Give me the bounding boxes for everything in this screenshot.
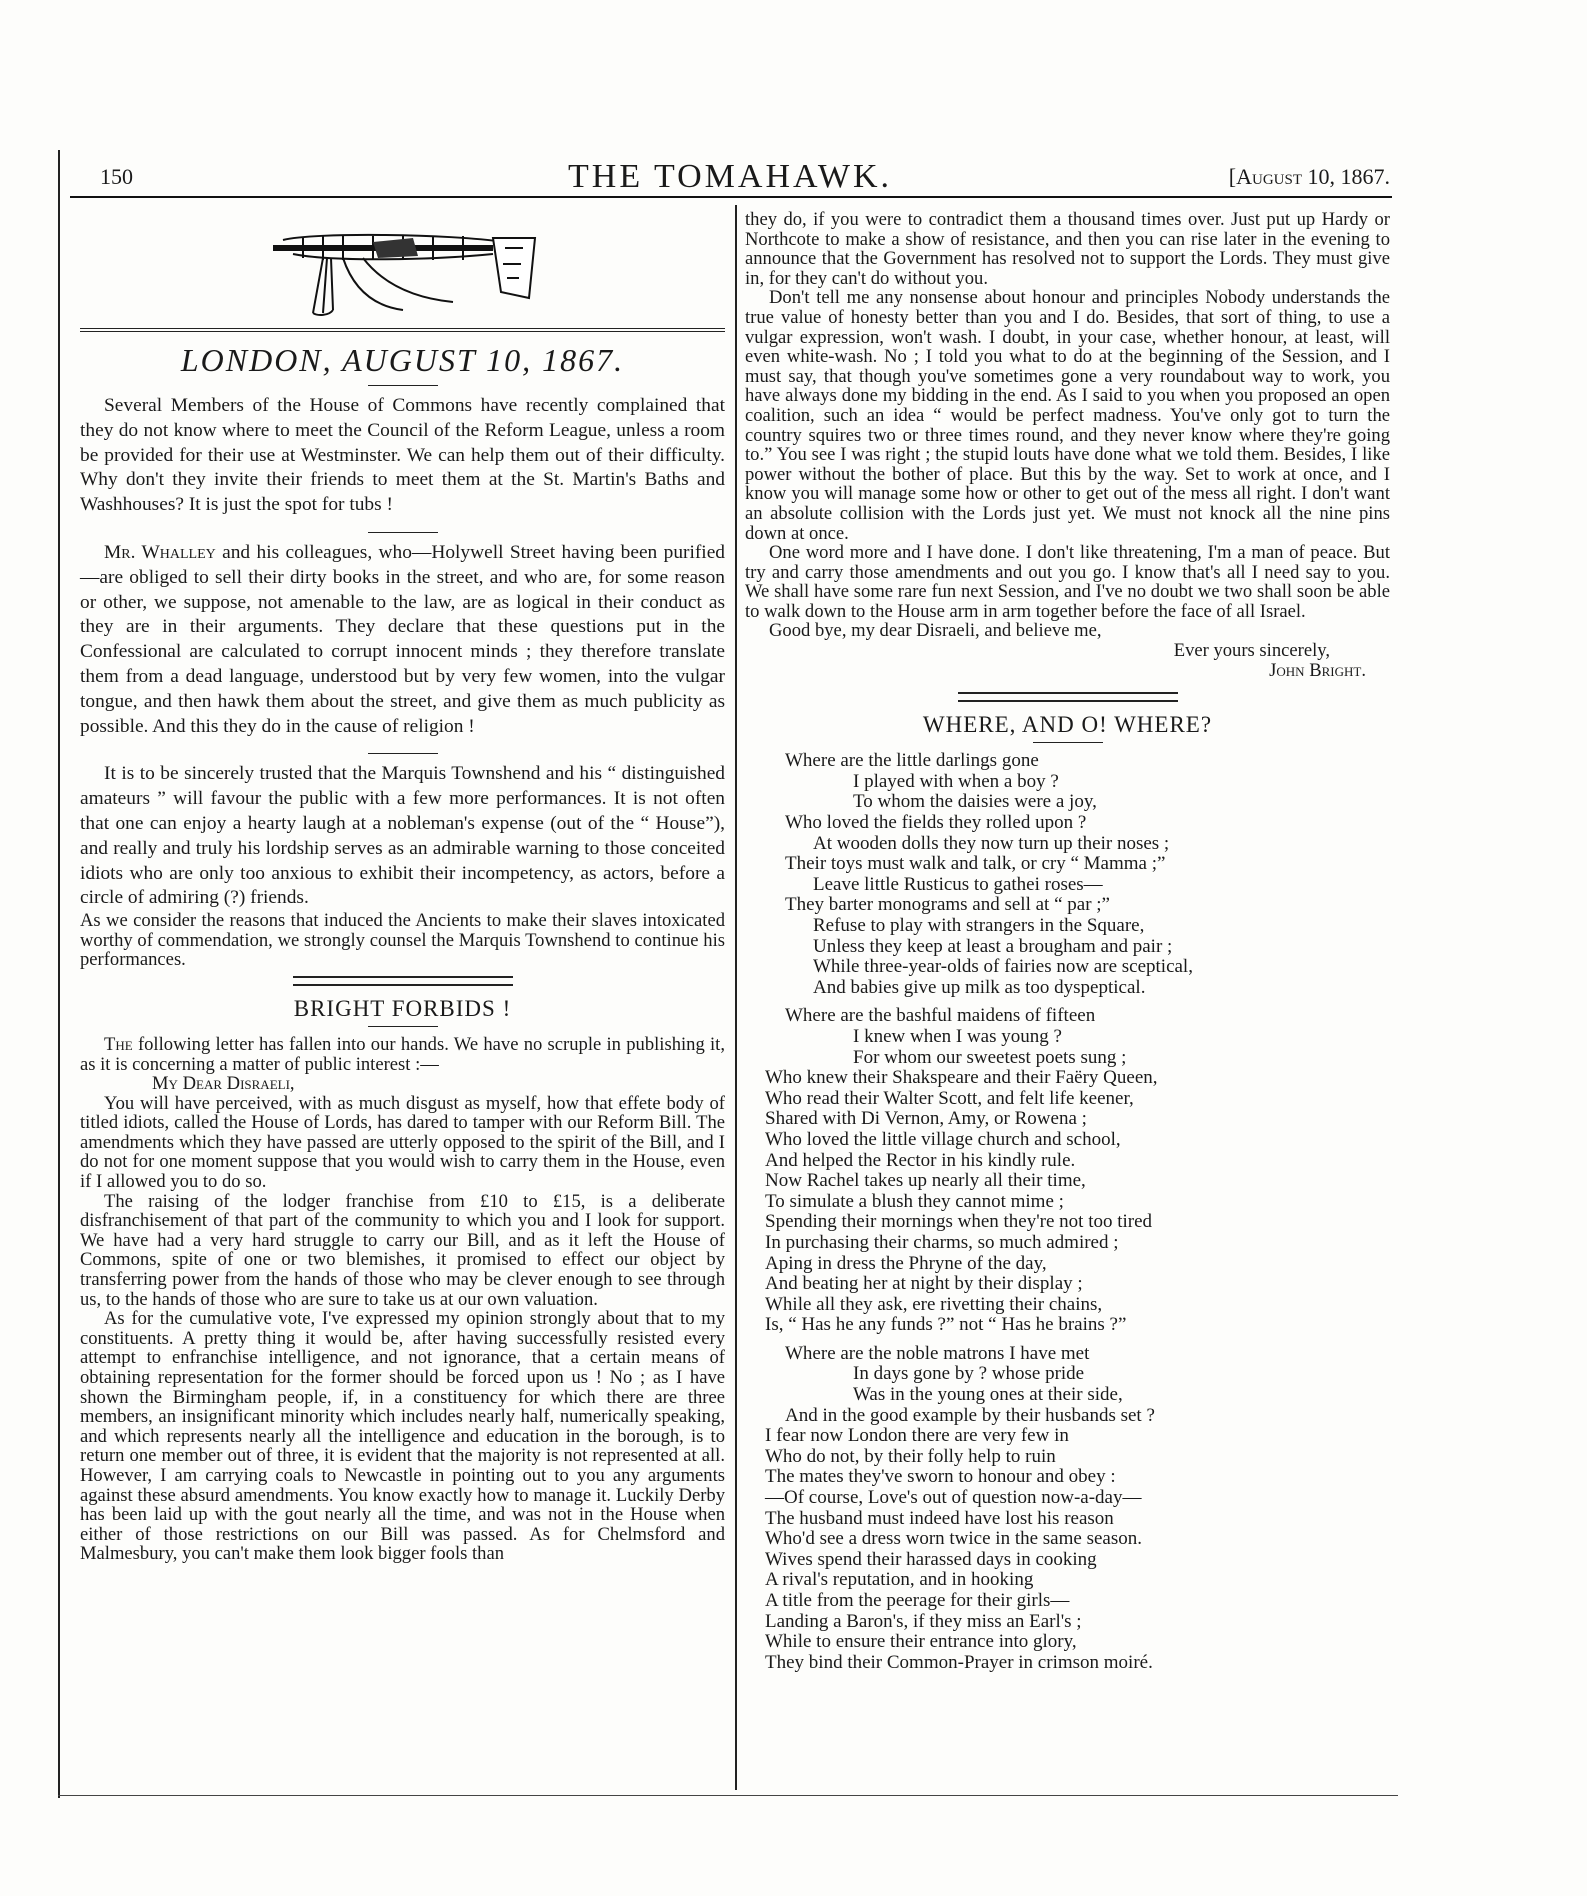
poem-line: Who read their Walter Scott, and felt life keener,	[765, 1087, 1134, 1109]
poem-line: The husband must indeed have lost his reason	[765, 1507, 1114, 1529]
poem-line: A rival's reputation, and in hooking	[765, 1569, 1034, 1591]
poem-line: Who knew their Shakspeare and their Faëry Queen,	[765, 1067, 1158, 1089]
running-header	[70, 156, 1390, 196]
poem-line: Leave little Rusticus to gathei roses—	[813, 873, 1103, 895]
article-paragraph	[80, 541, 725, 739]
poem-stanza	[765, 1005, 1390, 1336]
poem-line: —Of course, Love's out of question now-a-day—	[765, 1487, 1142, 1509]
poem-line: In days gone by ? whose pride	[853, 1363, 1085, 1385]
section-rule	[958, 692, 1178, 702]
letter-closing-line: Good bye, my dear Disraeli, and believe me,	[769, 620, 1102, 642]
poem-line: And helped the Rector in his kindly rule.	[765, 1149, 1076, 1171]
letter-paragraph: You will have perceived, with as much disgust as myself, how that effete body of titled idiots, called the House of Lords, has dared to tamper with our Reform Bill. The amendments which they have passed are utterly opposed to the spirit of the Bill, and I do not for one moment suppose that you would wish to carry them in the House, even if I allowed you to do so.	[80, 1092, 725, 1193]
newspaper-title: THE TOMAHAWK.	[568, 158, 892, 195]
letter-closing: Ever yours sincerely,	[1173, 640, 1330, 662]
poem-line: Aping in dress the Phryne of the day,	[765, 1252, 1047, 1274]
letter-paragraph: The raising of the lodger franchise from £10 to £15, is a deliberate disfranchisement of that part of the community to which you and I look for support. We have had a very hard struggle to carry our Bill, and as it left the House of Commons, spite of one or two blemishes, it promised to effect our object by transferring power from the hands of those who may be clever enough to see through us, to the hands of those who are sure to take us at our own valuation.	[80, 1190, 725, 1310]
poem-line: To simulate a blush they cannot mime ;	[765, 1190, 1064, 1212]
poem-line: Where are the noble matrons I have met	[785, 1342, 1090, 1364]
article-paragraph: It is to be sincerely trusted that the Marquis Townshend and his “ distinguished amateurs ” will favour the public with a few more performances. It is not often that one can enjoy a hearty laugh at a nobleman's expense (out of the “ House”), and really and truly his lordship serves as an admirable warning to those conceited idiots who are only too anxious to exhibit their incompetency, as actors, before a circle of admiring (?) friends.	[80, 763, 725, 909]
page-number: 150	[100, 164, 133, 189]
poem-line: And beating her at night by their display ;	[765, 1273, 1083, 1295]
page-edge-rule	[58, 150, 60, 1798]
left-column	[80, 210, 725, 1564]
dateline: LONDON, AUGUST 10, 1867.	[180, 342, 625, 378]
column-rule	[735, 205, 737, 1790]
poem-line: While to ensure their entrance into glory,	[765, 1631, 1077, 1653]
poem	[765, 750, 1390, 1673]
divider	[368, 385, 438, 386]
divider	[368, 1026, 438, 1027]
letter-paragraph: One word more and I have done. I don't like threatening, I'm a man of peace. But try and carry those amendments and out you go. I know that's all I need say to you. We shall have some rare fun next Session, and I've no doubt we two shall soon be able to walk down to the House arm in arm together before the face of all Israel.	[745, 542, 1390, 622]
poem-line: Unless they keep at least a brougham and pair ;	[813, 935, 1173, 957]
poem-line: At wooden dolls they now turn up their noses ;	[813, 832, 1170, 854]
headline-where-and-o-where: WHERE, AND O! WHERE?	[922, 712, 1213, 738]
lead-in: Mr. Whalley	[104, 541, 216, 563]
section-rule	[293, 976, 513, 986]
poem-line: Their toys must walk and talk, or cry “ Mamma ;”	[785, 853, 1166, 875]
poem-line: Who'd see a dress worn twice in the same season.	[765, 1528, 1142, 1550]
letter-paragraph: As for the cumulative vote, I've expressed my opinion strongly about that to my constituents. A pretty thing it would be, after having successfully resisted every attempt to enfranchise intelligence, and not ignorance, that a certain means of obtaining representation for the former should be forced upon us ! No ; as I have shown the Birmingham people, if, in a constituency for which there are three members, an insignificant minority which includes nearly half, numerically speaking, and which represents nearly all the intelligence and education in the borough, is to return one member out of three, it is evident that the majority is not represented at all. However, I am carrying coals to Newcastle in pointing out to you any arguments against these absurd amendments. You know exactly how to manage it. Luckily Derby has been laid up with the gout nearly all the time, and was not in the House when either of those restrictions on our Bill was passed. As for Chelmsford and Malmesbury, you can't make them look bigger fools than	[80, 1308, 725, 1565]
divider	[1033, 742, 1103, 743]
poem-stanza	[765, 1342, 1390, 1674]
poem-line: Was in the young ones at their side,	[853, 1384, 1123, 1406]
right-column	[745, 210, 1390, 1681]
divider	[368, 753, 438, 754]
headline-bright-forbids: BRIGHT FORBIDS !	[293, 995, 512, 1021]
poem-line: While all they ask, ere rivetting their chains,	[765, 1293, 1103, 1315]
poem-line: The mates they've sworn to honour and obey :	[765, 1466, 1116, 1488]
poem-line: Now Rachel takes up nearly all their time,	[765, 1170, 1086, 1192]
letter-signature: John Bright.	[1269, 659, 1366, 681]
divider	[368, 532, 438, 533]
poem-line: Is, “ Has he any funds ?” not “ Has he brains ?”	[765, 1314, 1127, 1336]
header-rule	[70, 196, 1392, 198]
poem-line: Who loved the little village church and school,	[765, 1128, 1121, 1150]
poem-line: Shared with Di Vernon, Amy, or Rowena ;	[765, 1108, 1087, 1130]
poem-stanza	[785, 751, 1390, 998]
poem-line: Who do not, by their folly help to ruin	[765, 1445, 1056, 1467]
poem-line: A title from the peerage for their girls—	[765, 1590, 1070, 1611]
poem-line: And babies give up milk as too dyspeptical.	[813, 976, 1146, 998]
poem-line: Where are the little darlings gone	[785, 750, 1039, 772]
lead-in: The	[104, 1033, 133, 1055]
poem-line: I fear now London there are very few in	[765, 1425, 1069, 1447]
letter-paragraph: Don't tell me any nonsense about honour and principles Nobody understands the true value of honesty better than you and I do. Besides, that sort of thing, to use a vulgar expression, won't wash. I doubt, in your case, whether honour, at least, will even white-wash. No ; I told you what to do at the beginning of the Session, and I must say, that though you've sometimes gone a very roundabout way to work, you have always done my bidding in the end. As I said to you when you proposed an open coalition, such an idea “ would be perfect madness. You've only got to turn the country squires two or three times round, and they never know where they're going to.” You see I was right ; the stupid louts have done what we told them. Besides, I like power without the bother of place. But this by the way. Set to work at once, and I know you will manage some how or other to get out of the mess all right. I don't want an absolute collision with the Lords just yet. We must not knock all the nine pins down at once.	[745, 287, 1390, 544]
tomahawk-logo-icon	[253, 218, 553, 318]
letter-salutation: My Dear Disraeli,	[152, 1073, 295, 1095]
article-paragraph: As we consider the reasons that induced the Ancients to make their slaves intoxicated worthy of commendation, we strongly counsel the Marquis Townshend to continue his performances.	[80, 910, 725, 971]
poem-line: Spending their mornings when they're not too tired	[765, 1211, 1153, 1233]
poem-line: Wives spend their harassed days in cooking	[765, 1548, 1097, 1570]
issue-date: [August 10, 1867.	[1228, 164, 1390, 189]
masthead-rule	[80, 328, 725, 332]
poem-line: They barter monograms and sell at “ par ;”	[785, 894, 1110, 916]
poem-line: I knew when I was young ?	[853, 1025, 1062, 1047]
article-paragraph: Several Members of the House of Commons have recently complained that they do not know where to meet the Council of the Reform League, unless a room be provided for their use at Westminster. We can help them out of their difficulty. Why don't they invite their friends to meet them at the St. Martin's Baths and Washhouses? It is just the spot for tubs !	[80, 395, 725, 516]
paragraph-text: and his colleagues, who—Holywell Street having been purified—are obliged to sell their dirty books in the street, and who are, for some reason or other, we suppose, not amenable to the law, are as logical in their conduct as they are in their arguments. They declare that these questions put in the Confessional are calculated to corrupt innocent minds ; they therefore translate them from a dead language, understood but by very few women, into the vulgar tongue, and then hawk them about the street, and give them as much publicity as possible. And this they do in the cause of religion !	[80, 541, 725, 737]
poem-line: I played with when a boy ?	[853, 770, 1059, 792]
poem-line: While three-year-olds of fairies now are sceptical,	[813, 956, 1193, 978]
letter-paragraph: they do, if you were to contradict them a thousand times over. Just put up Hardy or Northcote to make a show of resistance, and then you can rise later in the evening to announce that the Government has resolved not to support the Lords. They must give in, for they can't do without you.	[745, 209, 1390, 289]
paragraph-text: following letter has fallen into our hands. We have no scruple in publishing it, as it is concerning a matter of public interest :—	[80, 1033, 725, 1075]
article-paragraph	[80, 1035, 725, 1074]
poem-line: Landing a Baron's, if they miss an Earl's ;	[765, 1610, 1082, 1632]
poem-line: Where are the bashful maidens of fifteen	[785, 1005, 1096, 1027]
poem-line: They bind their Common-Prayer in crimson moiré.	[765, 1651, 1153, 1673]
poem-line: To whom the daisies were a joy,	[853, 791, 1097, 813]
footer-rule	[58, 1795, 1398, 1796]
poem-line: And in the good example by their husbands set ?	[785, 1404, 1155, 1426]
poem-line: Refuse to play with strangers in the Square,	[813, 915, 1145, 936]
poem-line: Who loved the fields they rolled upon ?	[785, 812, 1087, 834]
poem-line: For whom our sweetest poets sung ;	[853, 1046, 1127, 1068]
poem-line: In purchasing their charms, so much admired ;	[765, 1231, 1119, 1253]
